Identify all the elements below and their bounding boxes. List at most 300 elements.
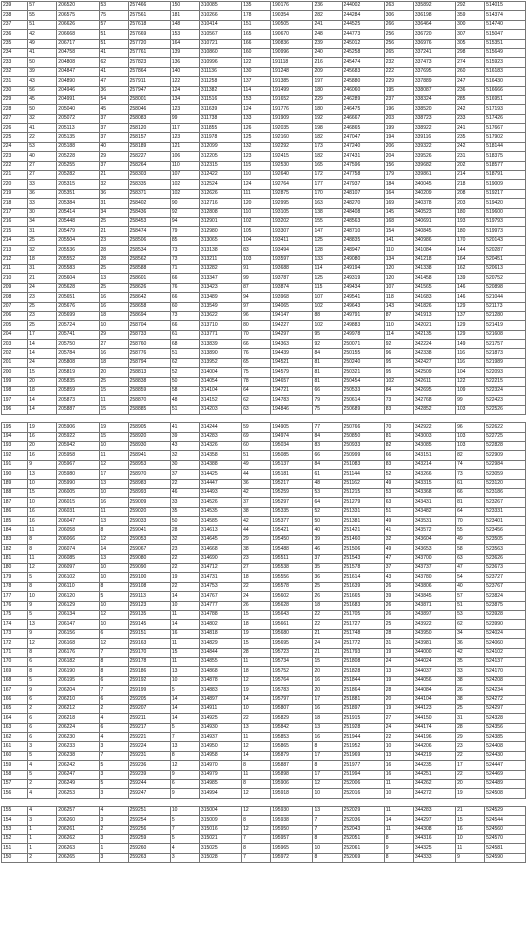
value-cell: 313771	[199, 330, 241, 339]
value-cell: 258704	[128, 321, 170, 330]
value-cell: 206176	[57, 648, 99, 657]
value-cell: 339861	[413, 171, 455, 180]
value-cell: 259192	[128, 676, 170, 685]
table-row	[2, 423, 526, 432]
table-row	[2, 217, 526, 226]
value-cell: 7	[99, 648, 128, 657]
value-cell: 524447	[485, 761, 526, 770]
value-cell: 313211	[199, 255, 241, 264]
value-cell: 259178	[128, 657, 170, 666]
value-cell: 40	[313, 526, 342, 535]
value-cell: 521989	[485, 358, 526, 367]
value-cell: 10	[99, 488, 128, 497]
value-cell: 7	[170, 825, 199, 834]
table-row	[2, 770, 526, 779]
value-cell: 33	[28, 180, 57, 189]
value-cell: 205906	[57, 423, 99, 432]
table-row	[2, 274, 526, 283]
value-cell: 314668	[199, 545, 241, 554]
value-cell: 35	[313, 564, 342, 573]
value-cell: 19	[170, 573, 199, 582]
value-cell: 18	[242, 573, 271, 582]
value-cell: 259263	[128, 853, 170, 862]
value-cell: 204847	[57, 67, 99, 76]
value-cell: 260	[456, 67, 485, 76]
value-cell: 102	[170, 180, 199, 189]
value-cell: 259163	[128, 639, 170, 648]
table-row	[2, 396, 526, 405]
value-cell: 194905	[271, 423, 313, 432]
value-cell: 341826	[413, 302, 455, 311]
score-cell: 209	[2, 283, 28, 292]
value-cell: 310860	[199, 48, 241, 57]
value-cell: 5	[99, 780, 128, 789]
value-cell: 342427	[413, 358, 455, 367]
value-cell: 205859	[57, 387, 99, 396]
value-cell: 54	[99, 95, 128, 104]
value-cell: 522093	[485, 368, 526, 377]
value-cell: 314818	[199, 629, 241, 638]
value-cell: 337473	[413, 58, 455, 67]
value-cell: 251578	[342, 564, 384, 573]
value-cell: 11	[170, 639, 199, 648]
score-cell: 203	[2, 340, 28, 349]
value-cell: 315021	[199, 834, 241, 843]
value-cell: 258838	[128, 377, 170, 386]
value-cell: 195865	[271, 742, 313, 751]
table-row	[2, 611, 526, 620]
score-cell: 235	[2, 39, 28, 48]
value-cell: 19	[99, 423, 128, 432]
value-cell: 96	[242, 311, 271, 320]
value-cell: 314788	[199, 611, 241, 620]
score-cell: 202	[2, 349, 28, 358]
value-cell: 6	[28, 695, 57, 704]
table-row	[2, 236, 526, 245]
value-cell: 81	[313, 377, 342, 386]
value-cell: 314930	[199, 723, 241, 732]
value-cell: 7	[99, 751, 128, 760]
value-cell: 14	[170, 704, 199, 713]
value-cell: 314925	[199, 714, 241, 723]
value-cell: 11	[170, 657, 199, 666]
table-row	[2, 639, 526, 648]
value-cell: 160	[242, 48, 271, 57]
value-cell: 340045	[413, 180, 455, 189]
value-cell: 9	[170, 770, 199, 779]
value-cell: 173	[313, 142, 342, 151]
value-cell: 66	[456, 488, 485, 497]
value-cell: 195377	[271, 517, 313, 526]
value-cell: 74	[456, 460, 485, 469]
score-cell: 172	[2, 639, 28, 648]
value-cell: 205072	[57, 114, 99, 123]
value-cell: 170	[456, 236, 485, 245]
value-cell: 248835	[342, 236, 384, 245]
value-cell: 6	[99, 695, 128, 704]
value-cell: 195680	[271, 629, 313, 638]
value-cell: 164	[170, 39, 199, 48]
value-cell: 7	[313, 816, 342, 825]
value-cell: 154	[384, 227, 413, 236]
value-cell: 259211	[128, 714, 170, 723]
value-cell: 524489	[485, 780, 526, 789]
value-cell: 9	[28, 601, 57, 610]
value-cell: 6	[28, 657, 57, 666]
value-cell: 10	[170, 601, 199, 610]
value-cell: 251793	[342, 648, 384, 657]
value-cell: 191385	[271, 77, 313, 86]
value-cell: 11	[384, 825, 413, 834]
value-cell: 344235	[413, 761, 455, 770]
table-row	[2, 67, 526, 76]
value-cell: 59	[242, 423, 271, 432]
value-cell: 259033	[128, 517, 170, 526]
value-cell: 145	[384, 208, 413, 217]
value-cell: 15	[99, 405, 128, 414]
value-cell: 259020	[128, 507, 170, 516]
value-cell: 23	[28, 293, 57, 302]
value-cell: 180	[313, 105, 342, 114]
value-cell: 53	[99, 2, 128, 11]
value-cell: 3	[99, 742, 128, 751]
value-cell: 22	[28, 133, 57, 142]
value-cell: 519217	[485, 189, 526, 198]
table-row	[2, 780, 526, 789]
value-cell: 190176	[271, 2, 313, 11]
value-cell: 42	[242, 517, 271, 526]
value-cell: 338723	[413, 114, 455, 123]
value-cell: 51	[28, 20, 57, 29]
value-cell: 61	[170, 330, 199, 339]
value-cell: 103	[242, 255, 271, 264]
score-cell: 186	[2, 507, 28, 516]
value-cell: 205228	[57, 152, 99, 161]
value-cell: 313622	[199, 311, 241, 320]
value-cell: 236	[456, 86, 485, 95]
table-row	[2, 648, 526, 657]
value-cell: 3	[170, 853, 199, 862]
value-cell: 20	[456, 780, 485, 789]
value-cell: 524581	[485, 844, 526, 853]
value-cell: 15	[313, 657, 342, 666]
value-cell: 516666	[485, 86, 526, 95]
value-cell: 70	[242, 330, 271, 339]
value-cell: 40	[28, 152, 57, 161]
value-cell: 313347	[199, 274, 241, 283]
value-cell: 246475	[342, 105, 384, 114]
value-cell: 206230	[57, 733, 99, 742]
value-cell: 251828	[342, 667, 384, 676]
value-cell: 44	[242, 470, 271, 479]
value-cell: 27	[28, 161, 57, 170]
value-cell: 206575	[57, 11, 99, 20]
value-cell: 78	[242, 377, 271, 386]
value-cell: 206182	[57, 657, 99, 666]
table-row	[2, 816, 526, 825]
value-cell: 25	[99, 264, 128, 273]
value-cell: 44	[242, 526, 271, 535]
value-cell: 205135	[57, 133, 99, 142]
value-cell: 208	[456, 189, 485, 198]
value-cell: 46	[170, 488, 199, 497]
value-cell: 247047	[342, 133, 384, 142]
value-cell: 249434	[342, 283, 384, 292]
value-cell: 341218	[413, 255, 455, 264]
value-cell: 169	[384, 199, 413, 208]
score-cell: 175	[2, 611, 28, 620]
value-cell: 170	[313, 189, 342, 198]
value-cell: 524356	[485, 723, 526, 732]
score-cell: 170	[2, 657, 28, 666]
value-cell: 8	[170, 751, 199, 760]
value-cell: 47	[384, 554, 413, 563]
value-cell: 343572	[413, 526, 455, 535]
value-cell: 246060	[342, 86, 384, 95]
value-cell: 123	[170, 133, 199, 142]
value-cell: 246289	[342, 95, 384, 104]
value-cell: 519973	[485, 227, 526, 236]
table-row	[2, 405, 526, 414]
value-cell: 206134	[57, 611, 99, 620]
value-cell: 84	[313, 432, 342, 441]
value-cell: 24	[313, 639, 342, 648]
value-cell: 36	[456, 639, 485, 648]
value-cell: 75	[99, 11, 128, 20]
value-cell: 205188	[57, 142, 99, 151]
value-cell: 66	[242, 340, 271, 349]
value-cell: 109	[456, 387, 485, 396]
value-cell: 206717	[57, 39, 99, 48]
score-cell: 193	[2, 441, 28, 450]
value-cell: 53	[28, 142, 57, 151]
value-cell: 8	[313, 834, 342, 843]
value-cell: 14	[28, 405, 57, 414]
value-cell: 3	[99, 816, 128, 825]
value-cell: 37	[242, 498, 271, 507]
value-cell: 314690	[199, 554, 241, 563]
value-cell: 14	[28, 340, 57, 349]
value-cell: 251705	[342, 611, 384, 620]
value-cell: 106	[170, 152, 199, 161]
value-cell: 1	[99, 844, 128, 853]
score-cell: 153	[2, 825, 28, 834]
score-cell: 192	[2, 451, 28, 460]
value-cell: 343950	[413, 629, 455, 638]
value-cell: 8	[99, 526, 128, 535]
value-cell: 36	[99, 86, 128, 95]
value-cell: 192292	[271, 142, 313, 151]
value-cell: 518577	[485, 161, 526, 170]
value-cell: 133	[313, 255, 342, 264]
value-cell: 105	[242, 227, 271, 236]
value-cell: 32	[170, 535, 199, 544]
value-cell: 344206	[413, 742, 455, 751]
value-cell: 92	[384, 340, 413, 349]
value-cell: 258760	[128, 340, 170, 349]
value-cell: 102	[242, 217, 271, 226]
score-cell: 196	[2, 405, 28, 414]
value-cell: 339526	[413, 152, 455, 161]
value-cell: 523563	[485, 545, 526, 554]
value-cell: 33	[456, 667, 485, 676]
value-cell: 313710	[199, 321, 241, 330]
table-row	[2, 667, 526, 676]
value-cell: 5	[28, 751, 57, 760]
value-cell: 180	[456, 208, 485, 217]
value-cell: 524544	[485, 816, 526, 825]
score-cell: 231	[2, 77, 28, 86]
value-cell: 244773	[342, 30, 384, 39]
table-row	[2, 20, 526, 29]
value-cell: 523626	[485, 554, 526, 563]
value-cell: 314613	[199, 526, 241, 535]
value-cell: 194846	[271, 405, 313, 414]
value-cell: 314425	[199, 470, 241, 479]
score-cell: 150	[2, 853, 28, 862]
table-row	[2, 714, 526, 723]
value-cell: 523727	[485, 573, 526, 582]
value-cell: 125	[242, 133, 271, 142]
value-cell: 114	[384, 330, 413, 339]
value-cell: 11	[170, 611, 199, 620]
table-row	[2, 825, 526, 834]
value-cell: 206224	[57, 723, 99, 732]
value-cell: 4	[28, 806, 57, 815]
value-cell: 95	[384, 358, 413, 367]
table-row	[2, 554, 526, 563]
value-cell: 258001	[128, 95, 170, 104]
value-cell: 251808	[342, 657, 384, 666]
score-cell: 155	[2, 806, 28, 815]
value-cell: 312626	[199, 189, 241, 198]
value-cell: 251952	[342, 742, 384, 751]
value-cell: 206015	[57, 498, 99, 507]
value-cell: 206626	[57, 20, 99, 29]
value-cell: 31	[99, 199, 128, 208]
value-cell: 5	[28, 770, 57, 779]
value-cell: 41	[384, 526, 413, 535]
value-cell: 3	[99, 789, 128, 798]
score-cell: 152	[2, 834, 28, 843]
table-row	[2, 751, 526, 760]
table-row	[2, 264, 526, 273]
value-cell: 524560	[485, 825, 526, 834]
value-cell: 205676	[57, 302, 99, 311]
value-cell: 522324	[485, 387, 526, 396]
value-cell: 16	[384, 761, 413, 770]
value-cell: 194974	[271, 432, 313, 441]
table-row	[2, 535, 526, 544]
value-cell: 18	[28, 387, 57, 396]
value-cell: 66	[170, 321, 199, 330]
value-cell: 197	[313, 77, 342, 86]
table-row	[2, 601, 526, 610]
value-cell: 75	[242, 368, 271, 377]
value-cell: 97	[242, 302, 271, 311]
value-cell: 195887	[271, 761, 313, 770]
value-cell: 8	[242, 816, 271, 825]
value-cell: 249319	[342, 274, 384, 283]
table-row	[2, 806, 526, 815]
value-cell: 5	[170, 686, 199, 695]
value-cell: 155	[313, 217, 342, 226]
value-cell: 50	[170, 377, 199, 386]
value-cell: 19	[384, 704, 413, 713]
value-cell: 338087	[413, 86, 455, 95]
value-cell: 193787	[271, 274, 313, 283]
value-cell: 263	[384, 2, 413, 11]
value-cell: 250999	[342, 451, 384, 460]
value-cell: 18	[242, 620, 271, 629]
value-cell: 205942	[57, 441, 99, 450]
value-cell: 250240	[342, 358, 384, 367]
value-cell: 258970	[128, 470, 170, 479]
value-cell: 514015	[485, 2, 526, 11]
score-cell: 162	[2, 733, 28, 742]
value-cell: 15	[28, 488, 57, 497]
value-cell: 250766	[342, 423, 384, 432]
value-cell: 205604	[57, 274, 99, 283]
value-cell: 315004	[199, 806, 241, 815]
value-cell: 259080	[128, 554, 170, 563]
value-cell: 130	[242, 67, 271, 76]
value-cell: 192640	[271, 171, 313, 180]
value-cell: 514374	[485, 11, 526, 20]
value-cell: 248107	[342, 189, 384, 198]
table-row	[2, 39, 526, 48]
value-cell: 195628	[271, 601, 313, 610]
score-cell: 214	[2, 236, 28, 245]
value-cell: 9	[28, 629, 57, 638]
value-cell: 13	[99, 479, 128, 488]
score-cell: 212	[2, 255, 28, 264]
value-cell: 10	[99, 573, 128, 582]
value-cell: 5	[28, 676, 57, 685]
value-cell: 522622	[485, 423, 526, 432]
value-cell: 14	[28, 349, 57, 358]
table-row	[2, 171, 526, 180]
value-cell: 257669	[128, 30, 170, 39]
value-cell: 248408	[342, 208, 384, 217]
value-cell: 521873	[485, 349, 526, 358]
value-cell: 516183	[485, 67, 526, 76]
value-cell: 311855	[199, 124, 241, 133]
value-cell: 515047	[485, 30, 526, 39]
value-cell: 6	[28, 733, 57, 742]
value-cell: 20	[99, 368, 128, 377]
value-cell: 5	[99, 592, 128, 601]
score-cell: 229	[2, 95, 28, 104]
value-cell: 222	[384, 67, 413, 76]
value-cell: 190996	[271, 48, 313, 57]
value-cell: 312980	[199, 227, 241, 236]
value-cell: 193968	[271, 293, 313, 302]
value-cell: 153	[242, 95, 271, 104]
value-cell: 523673	[485, 564, 526, 573]
value-cell: 180	[313, 86, 342, 95]
value-cell: 193	[456, 217, 485, 226]
value-cell: 194521	[271, 358, 313, 367]
value-cell: 258303	[128, 171, 170, 180]
value-cell: 104	[456, 368, 485, 377]
value-cell: 251864	[342, 686, 384, 695]
value-cell: 122	[170, 77, 199, 86]
value-cell: 205958	[57, 451, 99, 460]
value-cell: 8	[313, 742, 342, 751]
value-cell: 344174	[413, 723, 455, 732]
value-cell: 519600	[485, 208, 526, 217]
